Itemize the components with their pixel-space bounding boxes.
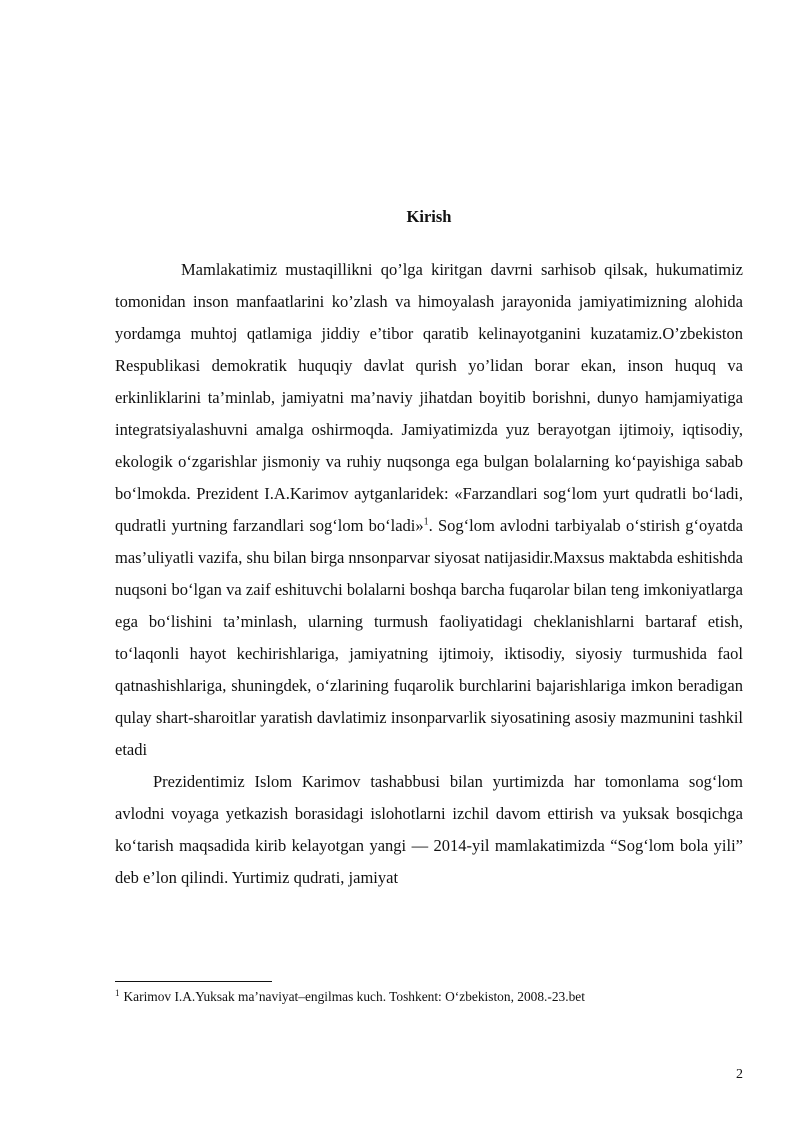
paragraph-2: Prezidentimiz Islom Karimov tashabbusi bilan yurtimizda har tomonlama sog‘lom avlodni voyaga yetkazish borasidagi islohotlarni izchil davom ettirish va yuksak bosqichga ko‘tarish maqsadida kirib kelayotgan yangi — 2014-yil mamlakatimizda “Sog‘lom bola yili” deb e’lon qilindi. Yurtimiz qudrati, jamiyat [115,772,743,887]
page-number: 2 [736,1067,743,1082]
footnote [115,988,743,1006]
body-text [115,254,743,894]
footnote-mark: 1 [115,987,120,998]
paragraph-1-text: Mamlakatimiz mustaqillikni qo’lga kiritgan davrni sarhisob qilsak, hukumatimiz tomonidan inson manfaatlarini ko’zlash va himoyalash jarayonida jamiyatimizning alohida yordamga muhtoj qatlamiga jiddiy e’tibor qaratib kelinayotganini kuzatamiz.O’zbekiston Respublikasi demokratik huquqiy davlat qurish yo’lidan borar ekan, inson huquq va erkinliklarini ta’minlab, jamiyatni ma’naviy jihatdan boyitib borishni, dunyo hamjamiyatiga integratsiyalashuvni amalga oshirmoqda. Jamiyatimizda yuz berayotgan ijtimoiy, iqtisodiy, ekologik o‘zgarishlar jismoniy va ruhiy nuqsonga ega bulgan bolalarning ko‘payishiga sabab bo‘lmokda. Prezident I.A.Karimov aytganlaridek: «Farzandlari sog‘lom yurt qudratli bo‘ladi, qudratli yurtning farzandlari sog‘lom bo‘ladi» [115,260,743,535]
paragraph-1-text-cont: . Sog‘lom avlodni tarbiyalab o‘stirish g‘oyatda mas’uliyatli vazifa, shu bilan birga nnsonparvar siyosat natijasidir.Maxsus maktabda eshitishda nuqsoni bo‘lgan va zaif eshituvchi bolalarni boshqa barcha fuqarolar bilan teng imkoniyatlarga ega bo‘lishini ta’minlash, ularning turmush faoliyatidagi cheklanishlarni bartaraf etish, to‘laqonli hayot kechirishlariga, jamiyatning ijtimoiy, iktisodiy, siyosiy turmushida faol qatnashishlariga, shuningdek, o‘zlarining fuqarolik burchlarini bajarishlariga imkon beradigan qulay shart-sharoitlar yaratish davlatimiz insonparvarlik siyosatining asosiy mazmunini tashkil etadi [115,516,743,759]
footnote-separator [115,981,272,982]
section-title: Kirish [406,207,452,226]
footnote-reference[interactable]: 1 [423,516,429,528]
paragraph-1 [115,254,743,766]
footnote-text: Karimov I.A.Yuksak ma’naviyat–engilmas kuch. Toshkent: O‘zbekiston, 2008.-23.bet [123,989,585,1004]
